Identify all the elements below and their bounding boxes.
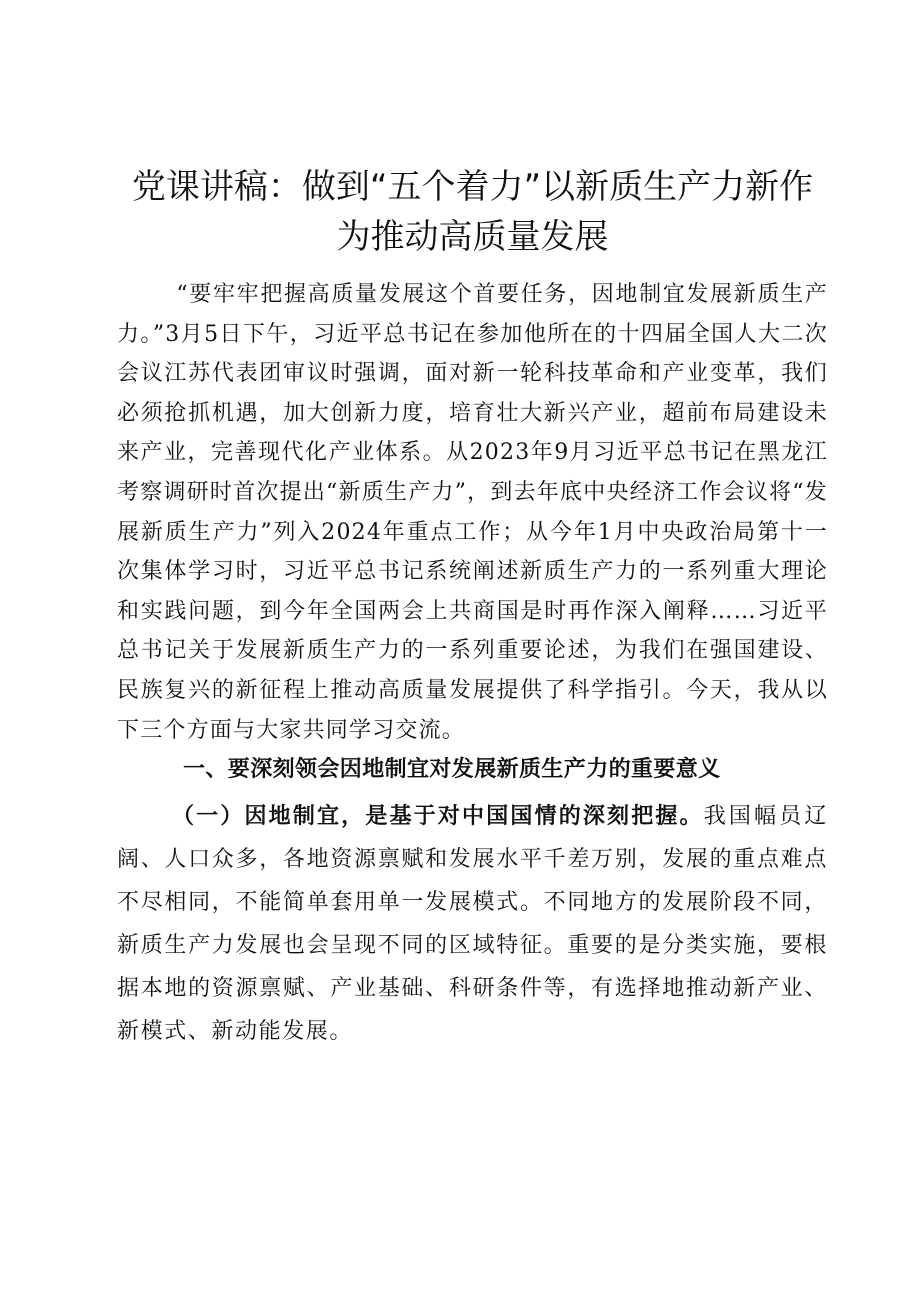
subsection-1-lead: （一）因地制宜，是基于对中国国情的深刻把握。 <box>172 803 704 830</box>
intro-paragraph: “要牢牢把握高质量发展这个首要任务，因地制宜发展新质生产力。”3月5日下午，习近平总书记在参加他所在的十四届全国人大二次会议江苏代表团审议时强调，面对新一轮科技革命和产业变革，我们必须抢抓机遇，加大创新力度，培育壮大新兴产业，超前布局建设未来产业，完善现代化产业体系。从2023年9月习近平总书记在黑龙江考察调研时首次提出“新质生产力”，到去年底中央经济工作会议将“发展新质生产力”列入2024年重点工作；从今年1月中央政治局第十一次集体学习时，习近平总书记系统阐述新质生产力的一系列重大理论和实践问题，到今年全国两会上共商国是时再作深入阐释……习近平总书记关于发展新质生产力的一系列重要论述，为我们在强国建设、民族复兴的新征程上推动高质量发展提供了科学指引。今天，我从以下三个方面与大家共同学习交流。 <box>117 282 828 743</box>
subsection-1-text: 我国幅员辽阔、人口众多，各地资源禀赋和发展水平千差万别，发展的重点难点不尽相同，不能简单套用单一发展模式。不同地方的发展阶段不同，新质生产力发展也会呈现不同的区域特征。重要的是分类实施，要根据本地的资源禀赋、产业基础、科研条件等，有选择地推动新产业、新模式、新动能发展。 <box>117 804 828 1045</box>
subsection-1-paragraph <box>117 795 828 1053</box>
title-line-2: 为推动高质量发展 <box>336 217 609 257</box>
section-1-heading: 一、要深刻领会因地制宜对发展新质生产力的重要意义 <box>183 757 721 783</box>
title-line-1: 党课讲稿：做到“五个着力”以新质生产力新作 <box>131 167 814 207</box>
document-title <box>117 162 828 262</box>
